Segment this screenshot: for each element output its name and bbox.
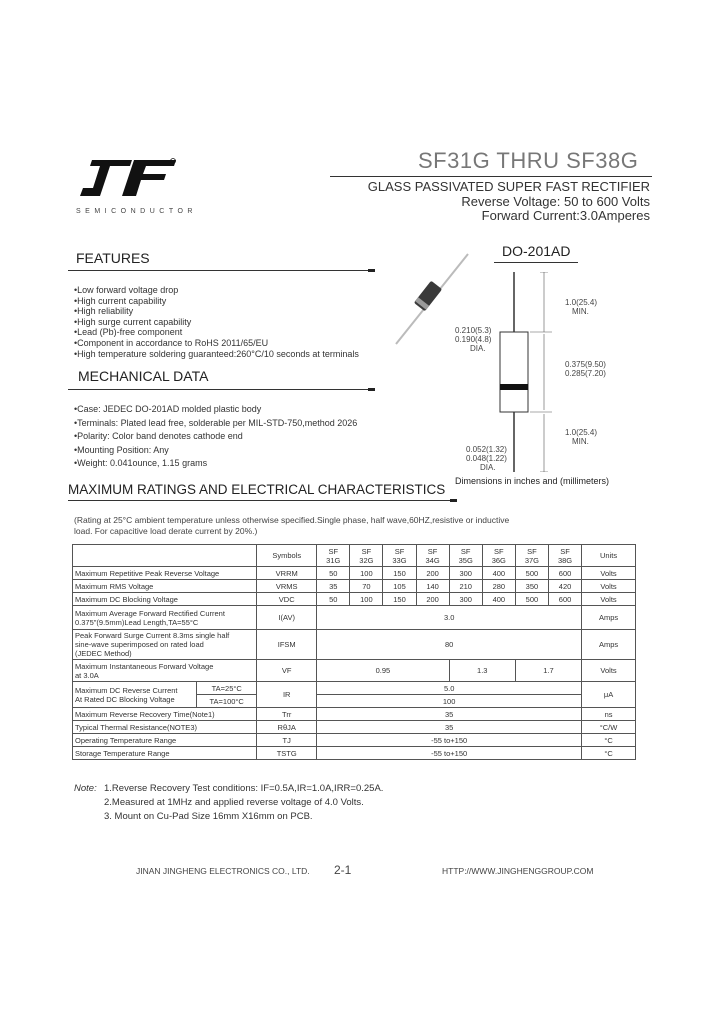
list-item: • High reliability xyxy=(74,306,359,317)
list-item: • High temperature soldering guaranteed:260°C/10 seconds at terminals xyxy=(74,349,359,360)
table-row xyxy=(73,708,636,721)
row-value: 0.95 xyxy=(317,660,449,682)
row-value: 100 xyxy=(350,593,383,606)
dimensions-caption: Dimensions in inches and (millimeters) xyxy=(455,476,610,486)
row-symbol: VDC xyxy=(257,593,317,606)
row-desc: Maximum Reverse Recovery Time(Note1) xyxy=(73,708,257,721)
row-unit: Volts xyxy=(582,593,636,606)
header-part: SF 31G xyxy=(317,545,350,567)
row-unit: μA xyxy=(582,682,636,708)
ratings-rule-end xyxy=(450,499,457,502)
note-1: 1.Reverse Recovery Test conditions: IF=0.5A,IR=1.0A,IRR=0.25A. xyxy=(104,783,384,794)
mechanical-list xyxy=(74,403,357,471)
list-item: • Component in accordance to RoHS 2011/65/EU xyxy=(74,338,359,349)
row-desc: Maximum Instantaneous Forward Voltage at 3.0A xyxy=(73,660,257,682)
row-value: 100 xyxy=(350,567,383,580)
row-value: 500 xyxy=(515,567,548,580)
dim-body-length-min: 0.285(7.20) xyxy=(565,369,606,378)
package-name: DO-201AD xyxy=(502,243,571,259)
table-row xyxy=(73,567,636,580)
table-row xyxy=(73,660,636,682)
device-type: GLASS PASSIVATED SUPER FAST RECTIFIER xyxy=(367,179,650,194)
row-desc: Maximum RMS Voltage xyxy=(73,580,257,593)
row-value: -55 to+150 xyxy=(317,747,582,760)
dim-lead-length-bottom: 1.0(25.4) xyxy=(565,428,598,437)
row-value: 3.0 xyxy=(317,606,582,630)
row-value: 50 xyxy=(317,567,350,580)
mechanical-heading: MECHANICAL DATA xyxy=(78,368,209,384)
list-item: • Lead (Pb)-free component xyxy=(74,327,359,338)
row-value: 420 xyxy=(548,580,581,593)
row-value: 50 xyxy=(317,593,350,606)
note-2: 2.Measured at 1MHz and applied reverse voltage of 4.0 Volts. xyxy=(104,797,364,808)
row-desc: Operating Temperature Range xyxy=(73,734,257,747)
row-value: 1.3 xyxy=(449,660,515,682)
row-unit: Volts xyxy=(582,580,636,593)
table-row xyxy=(73,630,636,660)
header-units: Units xyxy=(582,545,636,567)
row-unit: Amps xyxy=(582,606,636,630)
row-unit: Amps xyxy=(582,630,636,660)
row-value: 35 xyxy=(317,721,582,734)
row-unit: °C xyxy=(582,734,636,747)
dim-lead-length-bottom-min: MIN. xyxy=(572,437,589,446)
row-value: 280 xyxy=(482,580,515,593)
row-desc: Maximum DC Reverse Current At Rated DC Blocking Voltage xyxy=(73,682,197,708)
footer-website[interactable]: HTTP://WWW.JINGHENGGROUP.COM xyxy=(442,866,594,876)
title-rule xyxy=(330,176,652,177)
row-condition: TA=100°C xyxy=(197,695,257,708)
row-value: 350 xyxy=(515,580,548,593)
list-item: • Weight: 0.041ounce, 1.15 grams xyxy=(74,457,357,471)
ratings-note-line1: (Rating at 25°C ambient temperature unless otherwise specified.Single phase, half wave,60HZ,resistive or inductive xyxy=(74,515,510,525)
list-item: • High current capability xyxy=(74,296,359,307)
dim-lead-diameter-min: 0.048(1.22) xyxy=(466,454,507,463)
header-part: SF 32G xyxy=(350,545,383,567)
row-symbol: VRMS xyxy=(257,580,317,593)
list-item: • Case: JEDEC DO-201AD molded plastic body xyxy=(74,403,357,417)
table-row xyxy=(73,721,636,734)
row-unit: Volts xyxy=(582,660,636,682)
footer-page-number: 2-1 xyxy=(334,863,352,877)
dim-body-length-max: 0.375(9.50) xyxy=(565,360,606,369)
row-symbol: TJ xyxy=(257,734,317,747)
row-value: 300 xyxy=(449,567,482,580)
list-item: • Mounting Position: Any xyxy=(74,444,357,458)
ratings-rule xyxy=(68,500,456,501)
features-rule-end xyxy=(368,269,375,272)
header-symbols: Symbols xyxy=(257,545,317,567)
table-row xyxy=(73,593,636,606)
row-value: 35 xyxy=(317,580,350,593)
row-value: 5.0 xyxy=(317,682,582,695)
part-range-title: SF31G THRU SF38G xyxy=(418,148,639,173)
list-item: • Polarity: Color band denotes cathode end xyxy=(74,430,357,444)
header-part: SF 37G xyxy=(515,545,548,567)
mechanical-rule-end xyxy=(368,388,375,391)
row-unit: Volts xyxy=(582,567,636,580)
row-value: 200 xyxy=(416,593,449,606)
list-item: • Terminals: Plated lead free, solderable per MIL-STD-750,method 2026 xyxy=(74,417,357,431)
header-part: SF 34G xyxy=(416,545,449,567)
dim-body-diameter-label: DIA. xyxy=(470,344,486,353)
row-symbol: VRRM xyxy=(257,567,317,580)
footer-company: JINAN JINGHENG ELECTRONICS CO., LTD. xyxy=(136,866,310,876)
list-item: • Low forward voltage drop xyxy=(74,285,359,296)
row-desc: Maximum Average Forward Rectified Current 0.375"(9.5mm)Lead Length,TA=55°C xyxy=(73,606,257,630)
ratings-note-line2: load. For capacitive load derate current by 20%.) xyxy=(74,526,258,536)
row-desc: Typical Thermal Resistance(NOTE3) xyxy=(73,721,257,734)
ratings-table-wrapper xyxy=(72,544,636,760)
reverse-voltage-spec: Reverse Voltage: 50 to 600 Volts xyxy=(461,194,650,209)
row-value: 210 xyxy=(449,580,482,593)
row-value: -55 to+150 xyxy=(317,734,582,747)
row-symbol: IR xyxy=(257,682,317,708)
row-value: 150 xyxy=(383,593,416,606)
table-row xyxy=(73,606,636,630)
header-part: SF 35G xyxy=(449,545,482,567)
row-unit: °C xyxy=(582,747,636,760)
header-part: SF 38G xyxy=(548,545,581,567)
header-part: SF 33G xyxy=(383,545,416,567)
table-row xyxy=(73,682,636,695)
row-value: 1.7 xyxy=(515,660,581,682)
company-logo xyxy=(76,158,182,198)
header-part: SF 36G xyxy=(482,545,515,567)
note-3: 3. Mount on Cu-Pad Size 16mm X16mm on PCB. xyxy=(104,811,313,822)
list-item: • High surge current capability xyxy=(74,317,359,328)
row-unit: °C/W xyxy=(582,721,636,734)
row-value: 500 xyxy=(515,593,548,606)
dim-lead-diameter-max: 0.052(1.32) xyxy=(466,445,507,454)
dim-body-diameter-max: 0.210(5.3) xyxy=(455,326,492,335)
forward-current-spec: Forward Current:3.0Amperes xyxy=(481,208,650,223)
row-symbol: VF xyxy=(257,660,317,682)
row-value: 400 xyxy=(482,567,515,580)
row-symbol: Trr xyxy=(257,708,317,721)
row-value: 140 xyxy=(416,580,449,593)
row-desc: Maximum DC Blocking Voltage xyxy=(73,593,257,606)
row-value: 600 xyxy=(548,593,581,606)
header-desc-cell xyxy=(73,545,257,567)
row-symbol: RθJA xyxy=(257,721,317,734)
row-unit: ns xyxy=(582,708,636,721)
features-rule xyxy=(68,270,374,271)
package-rule xyxy=(494,262,578,263)
dim-lead-length-top-min: MIN. xyxy=(572,307,589,316)
row-symbol: I(AV) xyxy=(257,606,317,630)
row-value: 35 xyxy=(317,708,582,721)
logo-label: SEMICONDUCTOR xyxy=(76,208,197,215)
row-value: 600 xyxy=(548,567,581,580)
row-desc: Peak Forward Surge Current 8.3ms single half sine-wave superimposed on rated load (JEDEC Method) xyxy=(73,630,257,660)
dim-body-diameter-min: 0.190(4.8) xyxy=(455,335,492,344)
row-value: 300 xyxy=(449,593,482,606)
row-value: 70 xyxy=(350,580,383,593)
row-symbol: IFSM xyxy=(257,630,317,660)
ratings-heading: MAXIMUM RATINGS AND ELECTRICAL CHARACTERISTICS xyxy=(68,482,446,497)
features-list xyxy=(74,285,359,359)
ratings-table xyxy=(72,544,636,760)
dim-lead-length-top: 1.0(25.4) xyxy=(565,298,598,307)
row-condition: TA=25°C xyxy=(197,682,257,695)
row-desc: Storage Temperature Range xyxy=(73,747,257,760)
row-value: 200 xyxy=(416,567,449,580)
row-value: 80 xyxy=(317,630,582,660)
features-heading: FEATURES xyxy=(76,250,150,266)
table-header-row xyxy=(73,545,636,567)
row-value: 400 xyxy=(482,593,515,606)
table-row xyxy=(73,734,636,747)
row-value: 105 xyxy=(383,580,416,593)
table-row xyxy=(73,580,636,593)
row-value: 100 xyxy=(317,695,582,708)
dim-lead-diameter-label: DIA. xyxy=(480,463,496,472)
mechanical-rule xyxy=(68,389,374,390)
table-row xyxy=(73,747,636,760)
row-value: 150 xyxy=(383,567,416,580)
notes-label: Note: xyxy=(74,783,97,794)
row-symbol: TSTG xyxy=(257,747,317,760)
row-desc: Maximum Repetitive Peak Reverse Voltage xyxy=(73,567,257,580)
